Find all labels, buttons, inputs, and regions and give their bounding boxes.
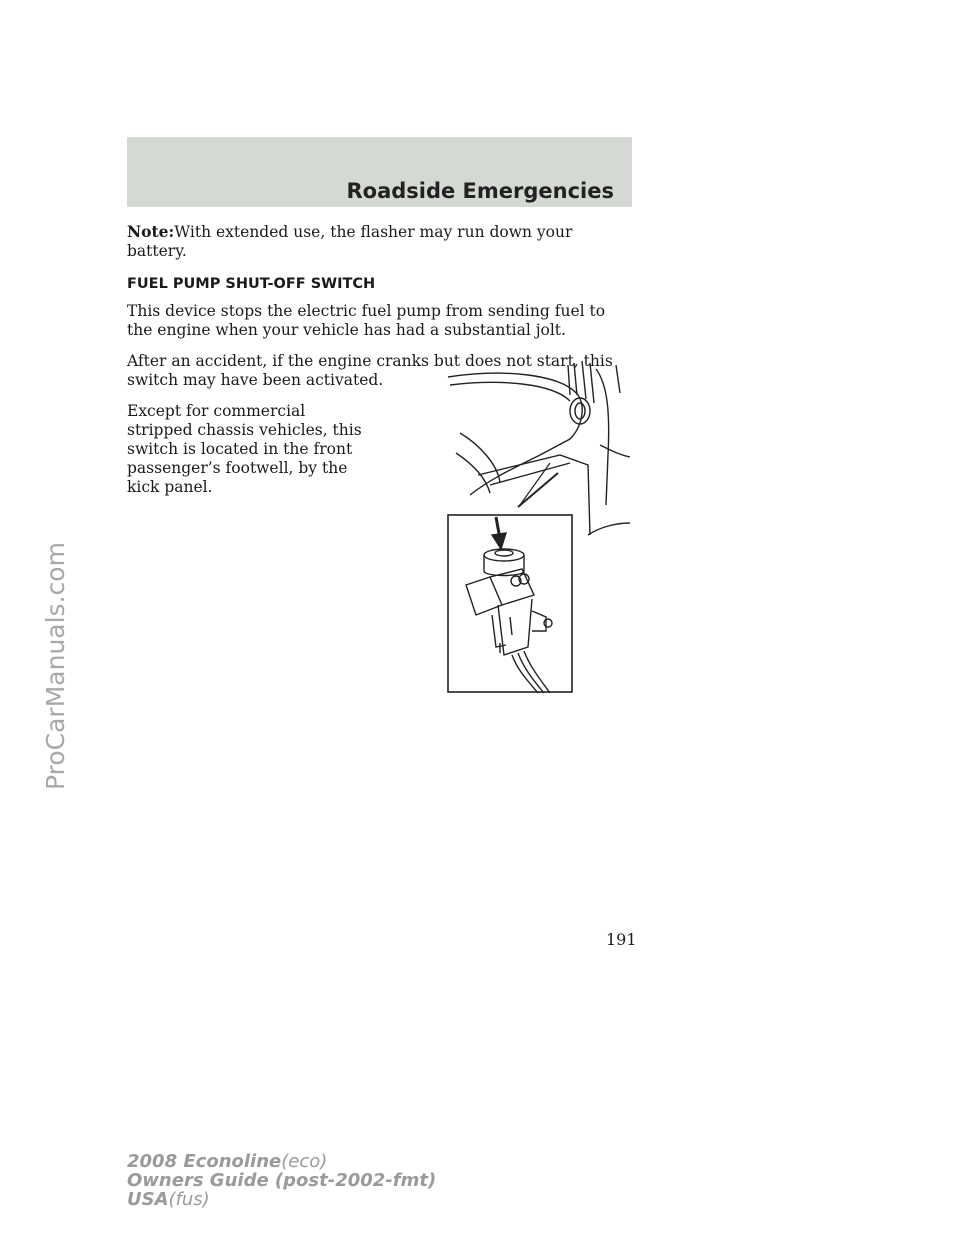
watermark: ProCarManuals.com (41, 542, 70, 790)
paragraph-2: After an accident, if the engine cranks but does not start, this switch may have been activated. (127, 352, 613, 389)
footer-line-1: 2008 Econoline(eco) (127, 1151, 328, 1172)
section-title: Roadside Emergencies (346, 179, 614, 203)
footer (127, 1152, 436, 1209)
note-paragraph (127, 222, 632, 261)
paragraph-1: This device stops the electric fuel pump from sending fuel to the engine when your vehicle has had a substantial jolt. (127, 302, 606, 339)
footer-line-3: USA(fus) (127, 1189, 210, 1210)
fuel-pump-switch-illustration (420, 355, 632, 695)
page-number: 191 (606, 930, 637, 949)
paragraph-3: Except for commercial stripped chassis vehicles, this switch is located in the front passenger’s footwell, by the kick panel. (127, 402, 362, 496)
section-header-band (127, 137, 632, 207)
footer-line-2: Owners Guide (post-2002-fmt) (127, 1170, 437, 1191)
section-heading: FUEL PUMP SHUT-OFF SWITCH (127, 276, 376, 292)
note-label: Note: (127, 222, 175, 241)
note-text: With extended use, the flasher may run down your battery. (127, 223, 573, 260)
